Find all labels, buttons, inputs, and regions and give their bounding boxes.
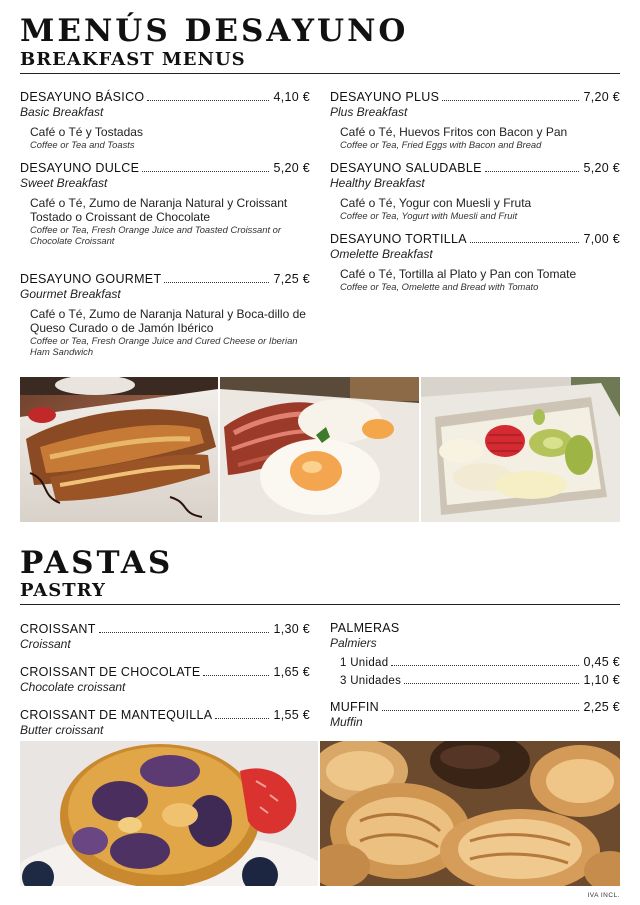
menu-item-croissant-mantequilla bbox=[20, 708, 310, 737]
leader-dots bbox=[147, 99, 269, 101]
item-description-en: Coffee or Tea, Fresh Orange Juice and Cured Cheese or Iberian Ham Sandwich bbox=[30, 335, 298, 357]
option-label: 3 Unidades bbox=[340, 675, 402, 687]
leader-dots bbox=[391, 664, 579, 666]
item-name: CROISSANT DE CHOCOLATE bbox=[20, 665, 201, 679]
item-description-en: Coffee or Tea, Yogurt with Muesli and Fruit bbox=[340, 210, 518, 221]
item-name: DESAYUNO DULCE bbox=[20, 161, 140, 175]
breakfast-divider bbox=[20, 73, 620, 74]
photo-plus-breakfast bbox=[220, 377, 419, 522]
pastry-title: PASTAS bbox=[20, 545, 174, 581]
leader-dots bbox=[404, 682, 579, 684]
item-name: DESAYUNO BÁSICO bbox=[20, 90, 145, 104]
item-price: 5,20 € bbox=[583, 161, 620, 175]
item-name-en: Butter croissant bbox=[20, 723, 104, 737]
item-name: MUFFIN bbox=[330, 700, 380, 714]
item-price: 1,65 € bbox=[273, 665, 310, 679]
item-description: Café o Té, Yogur con Muesli y Fruta bbox=[340, 196, 532, 210]
item-price: 1,30 € bbox=[273, 622, 310, 636]
leader-dots bbox=[485, 170, 580, 172]
menu-item-desayuno-saludable bbox=[330, 161, 620, 221]
menu-item-desayuno-gourmet bbox=[20, 272, 310, 357]
item-price: 7,20 € bbox=[583, 90, 620, 104]
item-description-en: Coffee or Tea, Fresh Orange Juice and Toasted Croissant or Chocolate Croissant bbox=[30, 224, 282, 246]
item-name: DESAYUNO GOURMET bbox=[20, 272, 162, 286]
item-name-en: Basic Breakfast bbox=[20, 105, 104, 119]
item-description-en: Coffee or Tea, Fried Eggs with Bacon and Bread bbox=[340, 139, 542, 150]
item-price: 2,25 € bbox=[583, 700, 620, 714]
item-description: Café o Té, Zumo de Naranja Natural y Croissant Tostado o Croissant de Chocolate bbox=[30, 196, 288, 224]
item-price: 7,25 € bbox=[273, 272, 310, 286]
option-label: 1 Unidad bbox=[340, 657, 389, 669]
item-name-en: Palmiers bbox=[330, 636, 377, 650]
photo-sweet-breakfast bbox=[20, 377, 218, 522]
item-price: 4,10 € bbox=[273, 90, 310, 104]
leader-dots bbox=[215, 717, 269, 719]
photo-palmiers bbox=[320, 741, 620, 886]
option-price: 0,45 € bbox=[583, 655, 620, 669]
leader-dots bbox=[382, 709, 579, 711]
item-description: Café o Té, Zumo de Naranja Natural y Boca-dillo de Queso Curado o de Jamón Ibérico bbox=[30, 307, 306, 335]
item-name: PALMERAS bbox=[330, 621, 400, 635]
menu-item-croissant bbox=[20, 622, 310, 651]
item-description: Café o Té y Tostadas bbox=[30, 125, 143, 139]
leader-dots bbox=[203, 674, 269, 676]
menu-item-desayuno-plus bbox=[330, 90, 620, 150]
item-name-en: Croissant bbox=[20, 637, 71, 651]
menu-item-desayuno-basico bbox=[20, 90, 310, 150]
item-name-en: Healthy Breakfast bbox=[330, 176, 425, 190]
item-name: DESAYUNO TORTILLA bbox=[330, 232, 467, 246]
item-price: 7,00 € bbox=[583, 232, 620, 246]
item-name: DESAYUNO SALUDABLE bbox=[330, 161, 482, 175]
palmeras-option-2 bbox=[340, 673, 620, 687]
item-price: 1,55 € bbox=[273, 708, 310, 722]
menu-item-palmeras bbox=[330, 621, 620, 687]
item-price: 5,20 € bbox=[273, 161, 310, 175]
item-name-en: Plus Breakfast bbox=[330, 105, 408, 119]
menu-item-desayuno-dulce bbox=[20, 161, 310, 246]
menu-item-croissant-chocolate bbox=[20, 665, 310, 694]
breakfast-title: MENÚS DESAYUNO bbox=[20, 13, 409, 49]
item-name: CROISSANT DE MANTEQUILLA bbox=[20, 708, 213, 722]
item-description-en: Coffee or Tea, Omelette and Bread with Tomato bbox=[340, 281, 539, 292]
menu-item-muffin bbox=[330, 700, 620, 729]
pastry-divider bbox=[20, 604, 620, 605]
leader-dots bbox=[442, 99, 579, 101]
item-name-en: Omelette Breakfast bbox=[330, 247, 433, 261]
leader-dots bbox=[470, 241, 580, 243]
item-name-en: Gourmet Breakfast bbox=[20, 287, 121, 301]
item-description-en: Coffee or Tea and Toasts bbox=[30, 139, 135, 150]
item-description: Café o Té, Huevos Fritos con Bacon y Pan bbox=[340, 125, 568, 139]
item-name-en: Sweet Breakfast bbox=[20, 176, 108, 190]
photo-healthy-breakfast bbox=[421, 377, 620, 522]
item-name-en: Chocolate croissant bbox=[20, 680, 126, 694]
palmeras-option-1 bbox=[340, 655, 620, 669]
menu-item-desayuno-tortilla bbox=[330, 232, 620, 292]
item-description: Café o Té, Tortilla al Plato y Pan con Tomate bbox=[340, 267, 577, 281]
leader-dots bbox=[99, 631, 270, 633]
leader-dots bbox=[164, 281, 269, 283]
item-name: CROISSANT bbox=[20, 622, 96, 636]
pastry-subtitle: PASTRY bbox=[20, 580, 106, 601]
leader-dots bbox=[142, 170, 269, 172]
item-name: DESAYUNO PLUS bbox=[330, 90, 440, 104]
breakfast-subtitle: BREAKFAST MENUS bbox=[20, 49, 246, 70]
photo-muffin bbox=[20, 741, 318, 886]
item-name-en: Muffin bbox=[330, 715, 363, 729]
option-price: 1,10 € bbox=[583, 673, 620, 687]
tax-included-note: IVA INCL. bbox=[587, 892, 620, 899]
